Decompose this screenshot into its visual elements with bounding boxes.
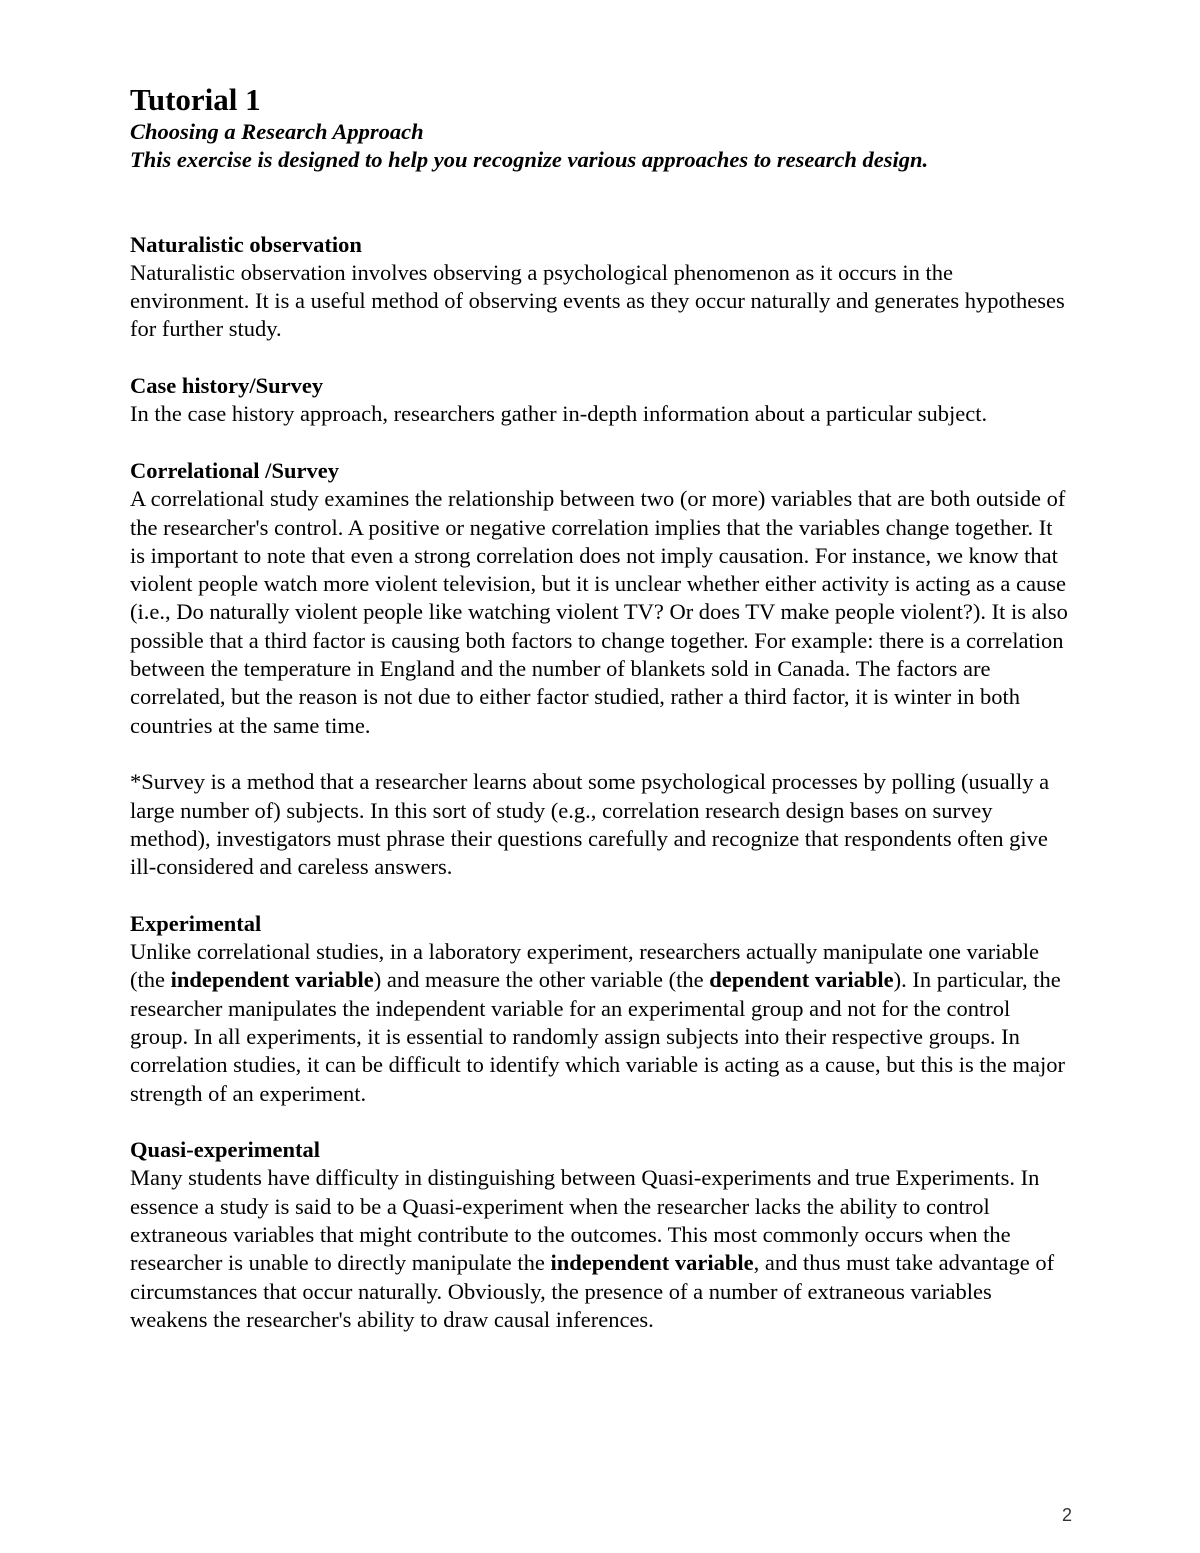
body-text: , and thus must take advantage of circumstances that occur naturally. Obviously, the presence of a number of extraneous variables weakens the researcher's ability to draw causal inferences. — [130, 1250, 1055, 1332]
section-heading: Quasi-experimental — [130, 1137, 320, 1163]
body-text: ) and measure the other variable (the — [373, 967, 710, 993]
section-experimental — [130, 910, 1070, 1108]
body-text: Unlike correlational studies, in a laboratory experiment, researchers actually manipulate one variable (the — [130, 939, 1039, 993]
term-dependent-variable: dependent variable — [709, 967, 894, 993]
survey-note: *Survey is a method that a researcher learns about some psychological processes by polling (usually a large number of) subjects. In this sort of study (e.g., correlation research design bases on survey method), investigators must phrase their questions carefully and recognize that respondents often give ill-considered and careless answers. — [130, 769, 1050, 880]
term-independent-variable: independent variable — [170, 967, 374, 993]
spacer — [130, 175, 1070, 231]
section-body: Naturalistic observation involves observing a psychological phenomenon as it occurs in the environment. It is a useful method of observing events as they occur naturally and generates hypotheses for further study. — [130, 259, 1065, 342]
body-text: Many students have difficulty in distinguishing between Quasi-experiments and true Experiments. In essence a study is said to be a Quasi-experiment when the researcher lacks the ability to control extraneous variables that might contribute to the outcomes. This most commonly occurs when the researcher is unable to directly manipulate the — [130, 1165, 1040, 1276]
section-body: In the case history approach, researchers gather in-depth information about a particular subject. — [130, 401, 988, 427]
body-text: ). In particular, the researcher manipulates the independent variable for an experimental group and not for the control group. In all experiments, it is essential to randomly assign subjects into their respective groups. In correlation studies, it can be difficult to identify which variable is acting as a cause, but this is the major strength of an experiment. — [130, 967, 1065, 1106]
document-page — [130, 82, 1070, 1362]
section-heading: Correlational /Survey — [130, 457, 339, 483]
section-case-history — [130, 372, 1070, 429]
page-subtitle: Choosing a Research Approach — [130, 119, 424, 144]
intro-text: This exercise is designed to help you recognize various approaches to research design. — [130, 147, 929, 173]
section-heading: Naturalistic observation — [130, 231, 362, 257]
section-heading: Case history/Survey — [130, 373, 324, 399]
section-body — [130, 938, 1070, 1108]
section-body — [130, 1164, 1070, 1334]
section-quasi-experimental — [130, 1136, 1070, 1334]
section-body: A correlational study examines the relationship between two (or more) variables that are both outside of the researcher's control. A positive or negative correlation implies that the variables change together. It is important to note that even a strong correlation does not imply causation. For instance, we know that violent people watch more violent television, but it is unclear whether either activity is acting as a cause (i.e., Do naturally violent people like watching violent TV? Or does TV make people violent?). It is also possible that a third factor is causing both factors to change together. For example: there is a correlation between the temperature in England and the number of blankets sold in Canada. The factors are correlated, but the reason is not due to either factor studied, rather a third factor, it is winter in both countries at the same time. — [130, 486, 1068, 738]
section-naturalistic-observation — [130, 231, 1070, 344]
section-heading: Experimental — [130, 910, 262, 936]
section-correlational — [130, 457, 1070, 881]
page-number: 2 — [1061, 1505, 1072, 1525]
page-title: Tutorial 1 — [130, 82, 261, 117]
term-independent-variable: independent variable — [550, 1250, 754, 1276]
